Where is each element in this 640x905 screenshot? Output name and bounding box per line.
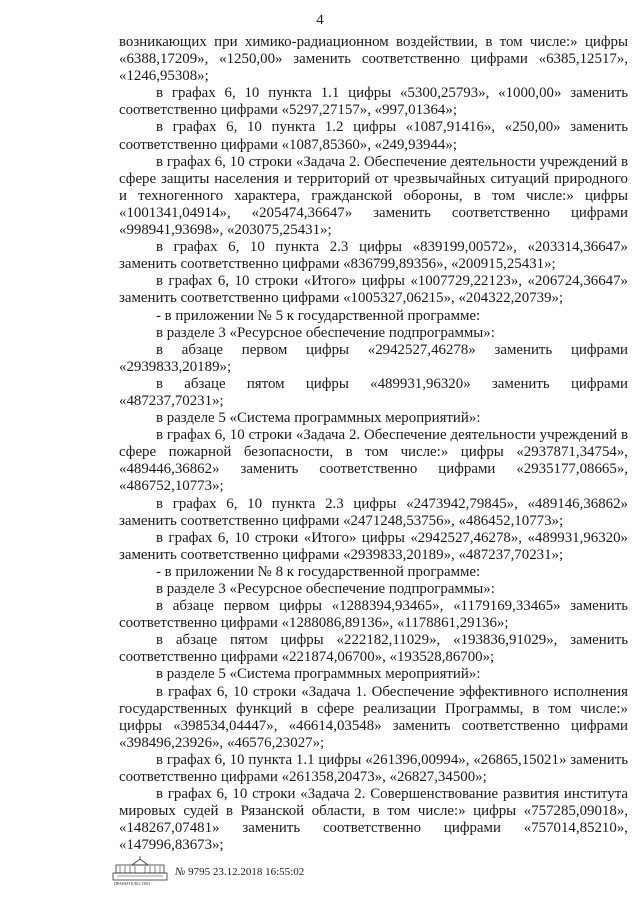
number-sign: № <box>175 866 186 878</box>
paragraph: - в приложении № 8 к государственной программе: <box>156 563 481 580</box>
document-body <box>119 34 628 855</box>
document-footer <box>112 856 532 890</box>
paragraph: в графах 6, 10 строки «Итого» цифры «2942527,46278», «489931,96320» заменить соответственно цифрами «2939833,20189», «487237,70231»; <box>119 529 628 563</box>
document-id-text: 9795 23.12.2018 16:55:02 <box>188 866 305 878</box>
paragraph: в графах 6, 10 пункта 1.2 цифры «1087,91416», «250,00» заменить соответственно цифрами «1087,85360», «249,93944»; <box>119 119 628 153</box>
paragraph: в абзаце пятом цифры «489931,96320» заменить цифрами «487237,70231»; <box>119 375 628 409</box>
paragraph: в абзаце пятом цифры «222182,11029», «193836,91029», заменить соответственно цифрами «221874,06700», «193528,86700»; <box>119 632 628 666</box>
paragraph: в разделе 5 «Система программных мероприятий»: <box>156 666 481 683</box>
document-registration-id <box>175 866 304 878</box>
paragraph: в графах 6, 10 пункта 1.1 цифры «5300,25793», «1000,00» заменить соответственно цифрами «5297,27157», «997,01364»; <box>119 85 628 119</box>
paragraph: в графах 6, 10 строки «Итого» цифры «1007729,22123», «206724,36647» заменить соответственно цифрами «1005327,06215», «204322,20739»; <box>119 273 628 307</box>
government-building-stamp-icon <box>112 856 168 886</box>
paragraph: в графах 6, 10 пункта 1.1 цифры «261396,00994», «26865,15021» заменить соответственно цифрами «261358,20473», «26827,34500»; <box>119 751 628 786</box>
paragraph: в графах 6, 10 строки «Задача 2. Обеспечение деятельности учреждений в сфере пожарной безопасности, в том числе:» цифры «2937871,34754», «489446,36862» заменить соответственно цифрами «2935177,08665», «486752,10773»; <box>119 427 628 495</box>
paragraph: в графах 6, 10 пункта 2.3 цифры «2473942,79845», «489146,36862» заменить соответственно цифрами «2471248,53756», «486452,10773»; <box>119 495 628 529</box>
paragraph: в графах 6, 10 строки «Задача 2. Обеспечение деятельности учреждений в сфере защиты населения и территорий от чрезвычайных ситуаций природного и техногенного характера, гражданской обороны, в том числе:» цифры «1001341,04914», «205474,36647» заменить соответственно цифрами «998941,93698», «203075,25431»; <box>119 153 628 239</box>
paragraph: в абзаце первом цифры «1288394,93465», «1179169,33465» заменить соответственно цифрами «1288086,89136», «1178861,29136»; <box>119 598 628 632</box>
paragraph: в графах 6, 10 пункта 2.3 цифры «839199,00572», «203314,36647» заменить соответственно цифрами «836799,89356», «200915,25431»; <box>119 239 628 273</box>
paragraph: в графах 6, 10 строки «Задача 1. Обеспечение эффективного исполнения государственных функций в сфере реализации Программы, в том числе:» цифры «398534,04447», «46614,03548» заменить соответственно цифрами «398496,23926», «46576,23027»; <box>119 683 628 751</box>
paragraph: - в приложении № 5 к государственной программе: <box>156 307 481 324</box>
paragraph: в разделе 3 «Ресурсное обеспечение подпрограммы»: <box>156 581 495 597</box>
paragraph: возникающих при химико-радиационном воздействии, в том числе:» цифры «6388,17209», «1250,00» заменить соответственно цифрами «6385,12517», «1246,95308»; <box>119 34 628 85</box>
paragraph: в разделе 3 «Ресурсное обеспечение подпрограммы»: <box>156 324 495 341</box>
page-number: 4 <box>316 12 324 28</box>
paragraph: в абзаце первом цифры «2942527,46278» заменить цифрами «2939833,20189»; <box>119 341 628 375</box>
paragraph: в разделе 5 «Система программных мероприятий»: <box>156 410 481 427</box>
stamp-label: ПРАВИТЕЛЬСТВО <box>114 881 151 886</box>
paragraph: в графах 6, 10 строки «Задача 2. Совершенствование развития института мировых судей в Рязанской области, в том числе:» цифры «757285,09018», «148267,07481» заменить соответственно цифрами «757014,85210», «147996,83673»; <box>119 786 628 854</box>
